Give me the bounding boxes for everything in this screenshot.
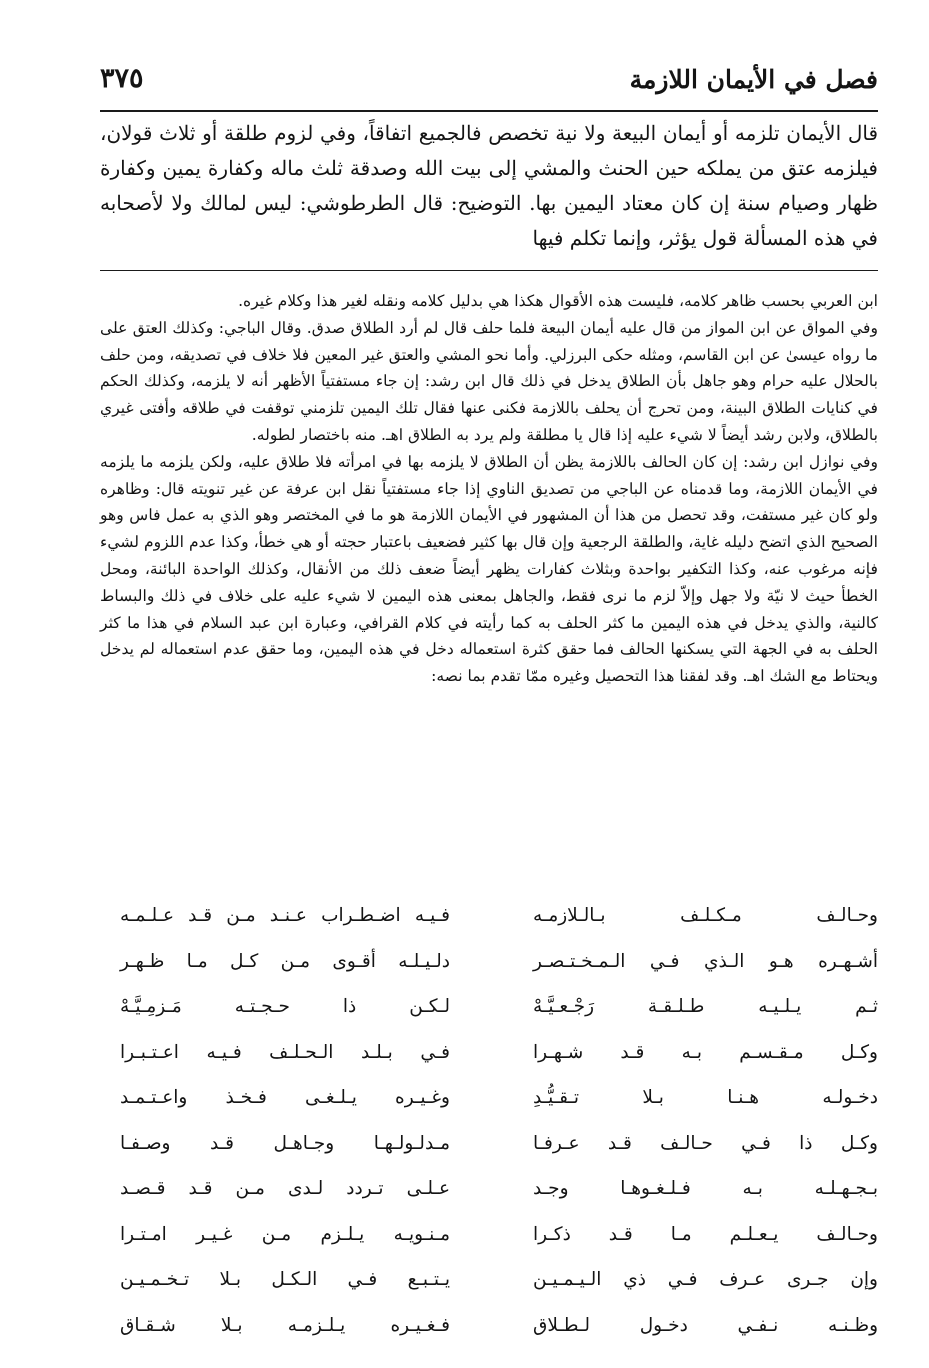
verse-first-hemistich: أشـهـره هـو الـذي فـي الـمـخـتـصـر: [533, 950, 878, 972]
footnote-block: [100, 288, 878, 690]
verse-first-hemistich: وكـل ذا فـي حـالـف قـد عـرفـا: [533, 1132, 878, 1154]
verse-first-hemistich: وإن جـرى عـرف فـي ذي الـيـمـيـن: [533, 1269, 878, 1290]
verse-second-hemistich: مـنـويـه يـلـزم مـن غـيـر امـتـرا: [120, 1223, 450, 1245]
verse-second-hemistich: مـدلـولـهـا وجـاهـل قـد وصـفـا: [120, 1132, 450, 1154]
verse-first-hemistich: ثـم يـلـيـه طـلـقـة رَجْـعـيَّـهْ: [533, 996, 878, 1017]
verse-first-hemistich: وكـل مـقـسـم بـه قـد شـهـرا: [533, 1041, 878, 1063]
running-header: [100, 62, 878, 102]
chapter-title: فصل في الأيمان اللازمة: [629, 65, 878, 94]
footnote-paragraph: وفي المواق عن ابن المواز من قال عليه أيمان البيعة فلما حلف قال لم أرد الطلاق صدق. وقال الباجي: وكذلك العتق على ما رواه عيسىٰ عن ابن القاسم، ومثله حكى البرزلي. وأما نحو المشي والعتق غير المعين فلا خلاف في تصديقه، ومن حلف بالحلال عليه حرام وهو جاهل بأن الطلاق يدخل في ذلك قال ابن رشد: إن جاء مستفتياً الأظهر أنه لا يلزمه، وكذلك الحكم في كنايات الطلاق البينة، ومن تحرج أن يحلف باللازمة فكنى عنها فقال تلك اليمين تلزمني توقفت في طلاقه وأفتى غيري بالطلاق، ولابن رشد أيضاً لا شيء عليه إذا قال يا مطلقة ولم يرد به الطلاق اهـ. منه باختصار لطوله.: [100, 318, 878, 444]
verse-first-hemistich: بـجـهـلـه بـه فـلـغـوهـا وجـد: [533, 1178, 878, 1199]
verse-line: [120, 1166, 878, 1212]
verse-second-hemistich: فـي بـلـد الـحـلـف فـيـه اعـتـبـرا: [120, 1041, 450, 1063]
header-divider: [100, 110, 878, 112]
verse-second-hemistich: يـتـبـع فـي الـكـل بـلا تـخـمـيـن: [120, 1269, 450, 1290]
verse-second-hemistich: دلـيـلـه أقـوى مـن كـل مـا ظـهـر: [120, 950, 450, 972]
verse-line: [120, 1257, 878, 1303]
verse-second-hemistich: لـكـن ذا حـجـتـه مَـزمِـيَّـهْ: [120, 996, 450, 1017]
verse-line: [120, 1212, 878, 1258]
verse-line: [120, 1030, 878, 1076]
page-number: ٣٧٥: [100, 63, 144, 94]
verse-line: [120, 1075, 878, 1121]
verse-second-hemistich: فـغـيـره يـلـزمـه بـلا شـقـاق: [120, 1314, 450, 1336]
verse-line: [120, 1121, 878, 1167]
main-text: [100, 116, 878, 256]
verse-line: [120, 893, 878, 939]
verse-line: [120, 1303, 878, 1349]
verse-line: [120, 984, 878, 1030]
verse-first-hemistich: وحـالـف مـكـلـف بـالـلازمـه: [533, 905, 878, 926]
verse-second-hemistich: عـلـى تـردد لـدى مـن قـد قـصـد: [120, 1178, 450, 1199]
verse-line: [120, 939, 878, 985]
book-page: [100, 40, 878, 1340]
footnote-paragraph: ابن العربي بحسب ظاهر كلامه، فليست هذه الأقوال هكذا هي بدليل كلامه ونقله لغير هذا وكلام غيره.: [238, 292, 878, 310]
verse-first-hemistich: وظـنـه نـفـي دخـول لـطـلاق: [533, 1314, 878, 1336]
footnote-divider: [100, 270, 878, 271]
main-paragraph: قال الأيمان تلزمه أو أيمان البيعة ولا نية تخصص فالجميع اتفاقاً، وفي لزوم طلقة أو ثلاث قولان، فيلزمه عتق من يملكه حين الحنث والمشي إلى بيت الله وصدقة ثلث ماله وكفارة يمين وكفارة ظهار وصيام سنة إن كان معتاد اليمين بها. التوضيح: قال الطرطوشي: ليس لمالك ولا لأصحابه في هذه المسألة قول يؤثر، وإنما تكلم فيها: [100, 121, 878, 250]
poem-verses: [120, 893, 878, 1348]
verse-second-hemistich: فـيـه اضـطـراب عـنـد مـن قـد عـلـمـه: [120, 905, 450, 926]
verse-first-hemistich: دخـولـه هـنـا بـلا تـقـيُّـدِ: [533, 1087, 878, 1108]
verse-second-hemistich: وغـيـره يـلـغـى فـخـذ واعـتـمـد: [120, 1087, 450, 1108]
verse-first-hemistich: وحـالـف يـعـلـم مـا قـد ذكـرا: [533, 1223, 878, 1245]
footnote-paragraph: وفي نوازل ابن رشد: إن كان الحالف باللازمة يظن أن الطلاق لا يلزمه بها في امرأته فلا طلاق عليه، ولكن يلزمه ما يلزمه في الأيمان اللازمة، وما قدمناه عن الباجي من تصديق الناوي إذا جاء مستفتياً نقل ابن عرفة عن غير تنويته قال: وظاهره ولو كان غير مستفت، وقد تحصل من هذا أن المشهور في الأيمان اللازمة هو ما في المختصر وهو الذي به عمل فاس وهو الصحيح الذي اتضح دليله غاية، والطلقة الرجعية وإن قال بها كثير فضعيف باعتبار حجته أو هي خطأ، وكذا عدم اللزوم لشيء فإنه مرغوب عنه، وكذا التكفير بواحدة وبثلاث كفارات يظهر أيضاً ضعف ذلك من الأنقال، وكذلك الواحدة البائنة، ومحل الخطأ حيث لا نيّة ولا جهل وإلاّ لزم ما نرى فقط، والجاهل بمعنى هذه اليمين لا شيء عليه على خلاف في ذلك والبساط كالنية، والذي يدخل في هذه اليمين ما كثر الحلف به كما رأيته في كلام القرافي، وعبارة ابن عبد السلام في هذا ما كثر الحلف به في الجهة التي يسكنها الحالف فما حقق كثرة استعماله دخل في هذه اليمين، وما حقق عدم استعماله لم يدخل ويحتاط مع الشك اهـ. وقد لفقنا هذا التحصيل وغيره ممّا تقدم بما نصه:: [100, 452, 878, 686]
